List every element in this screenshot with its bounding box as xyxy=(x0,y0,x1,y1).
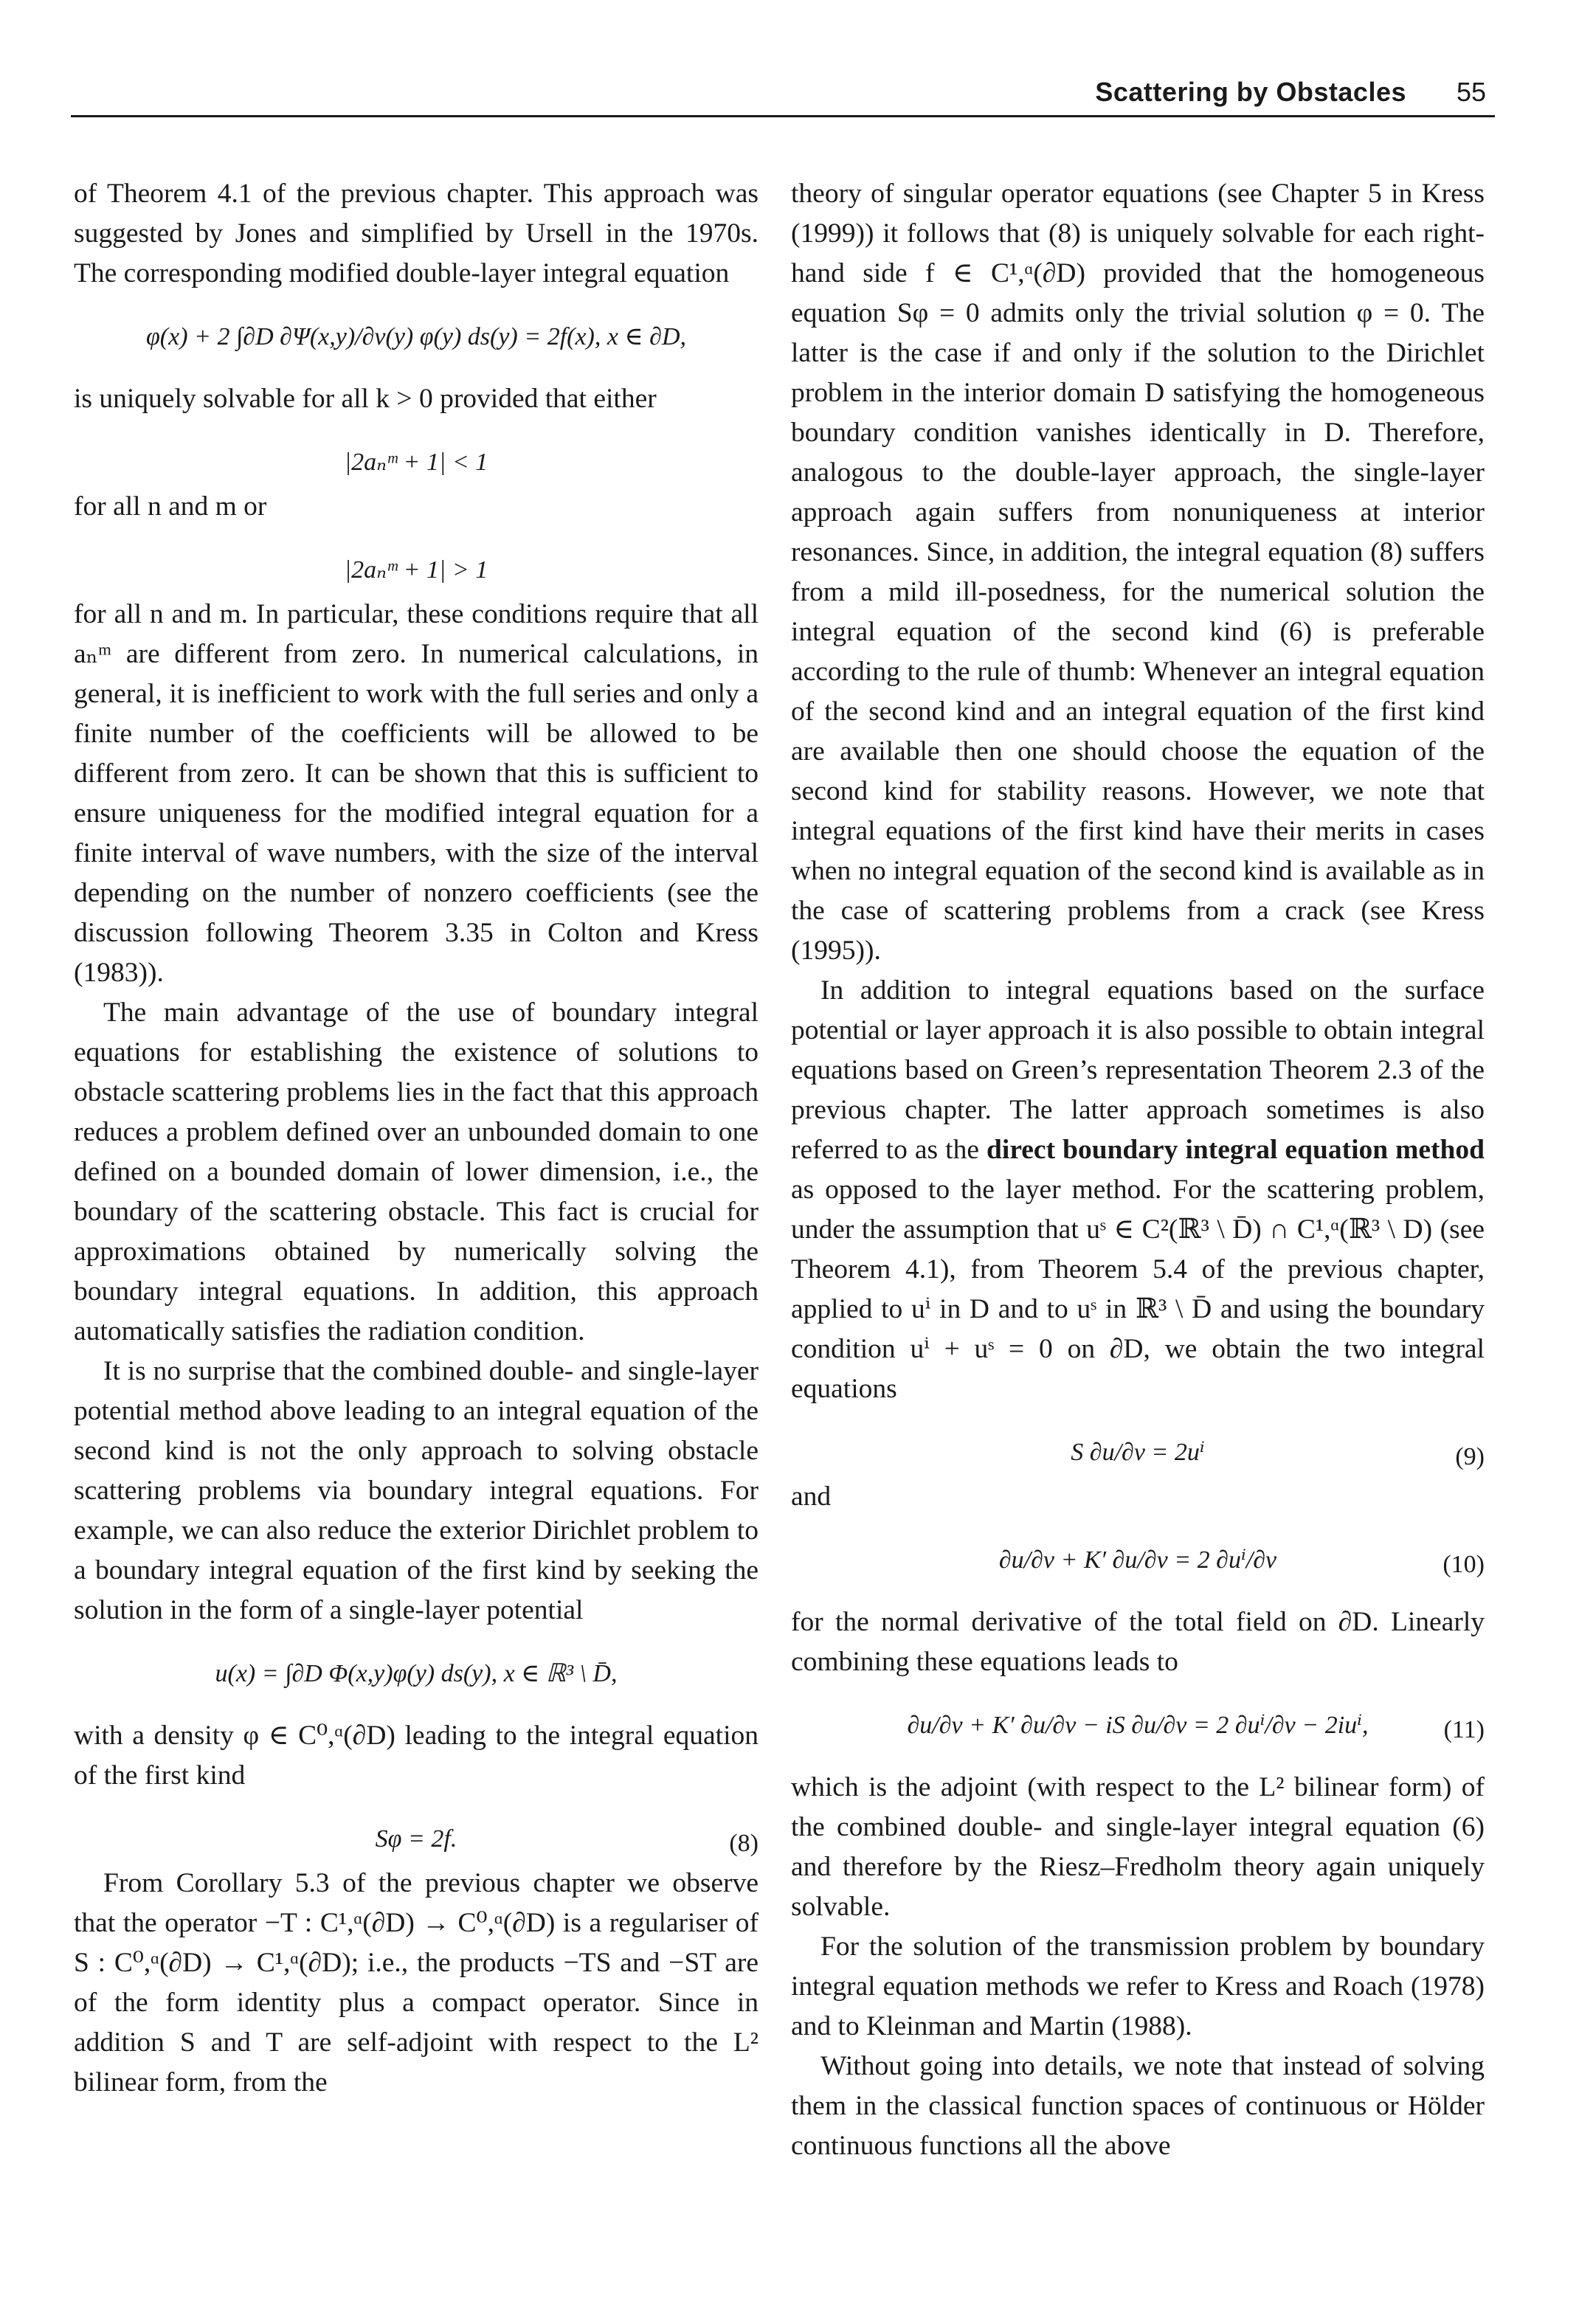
equation-number: (10) xyxy=(1442,1551,1485,1578)
paragraph: For the solution of the transmission problem by boundary integral equation methods we refer to Kress and Roach (1978) and to Kleinman and Martin (1988). xyxy=(791,1932,1485,2041)
running-header xyxy=(71,74,1495,117)
equation-11 xyxy=(791,1690,1485,1760)
paragraph: It is no surprise that the combined double- and single-layer potential method above leading to an integral equation of the second kind is not the only approach to solving obstacle scattering problems via boundary integral equations. For example, we can also reduce the exterior Dirichlet problem to a boundary integral equation of the first kind by seeking the solution in the form of a single-layer potential xyxy=(74,1356,759,1625)
paragraph: is uniquely solvable for all k > 0 provided that either xyxy=(74,384,657,414)
equation-single-layer xyxy=(74,1638,759,1709)
left-column xyxy=(74,174,759,2103)
equation-condition-2 xyxy=(74,534,759,587)
equation-number: (11) xyxy=(1443,1716,1485,1743)
paragraph: with a density φ ∈ C⁰,ᵅ(∂D) leading to the integral equation of the first kind xyxy=(74,1720,759,1791)
equation-8 xyxy=(74,1803,759,1856)
paragraph: which is the adjoint (with respect to the L² bilinear form) of the combined double- and single-layer integral equation (6) and therefore by the Riesz–Fredholm theory again uniquely solvable. xyxy=(791,1772,1485,1922)
paragraph: theory of singular operator equations (see Chapter 5 in Kress (1999)) it follows that (8) is uniquely solvable for each right-hand side f ∈ C¹,ᵅ(∂D) provided that the homogeneous equation Sφ = 0 admits only the trivial solution φ = 0. The latter is the case if and only if the solution to the Dirichlet problem in the interior domain D satisfying the homogeneous boundary condition vanishes identically in D. Therefore, analogous to the double-layer approach, the single-layer approach again suffers from nonuniqueness at interior resonances. Since, in addition, the integral equation (8) suffers from a mild ill-posedness, for the numerical solution the integral equation of the second kind (6) is preferable according to the rule of thumb: Whenever an integral equation of the second kind and an integral equation of the first kind are available then one should choose the equation of the second kind for stability reasons. However, we note that integral equations of the first kind have their merits in cases when no integral equation of the second kind is available as in the case of scattering problems from a crack (see Kress (1995)). xyxy=(791,179,1485,966)
bold-term: direct boundary integral equation method xyxy=(987,1135,1485,1165)
right-column xyxy=(791,174,1485,2166)
equation-double-layer xyxy=(74,301,759,372)
equation-9 xyxy=(791,1417,1485,1470)
paragraph: for the normal derivative of the total field on ∂D. Linearly combining these equations leads to xyxy=(791,1607,1485,1677)
equation-number: (9) xyxy=(1455,1443,1485,1470)
paragraph: of Theorem 4.1 of the previous chapter. This approach was suggested by Jones and simplified by Ursell in the 1970s. The corresponding modified double-layer integral equation xyxy=(74,179,759,288)
page-number: 55 xyxy=(1456,77,1486,107)
paragraph xyxy=(791,971,1485,1409)
text-run: In addition to integral equations based on the surface potential or layer approach it is also possible to obtain integral equations based on Green’s representation Theorem 2.3 of the previous chapter. The latter approach sometimes is also referred to as the xyxy=(791,975,1485,1165)
text-run: as opposed to the layer method. For the scattering problem, under the assumption that uˢ ∈ C²(ℝ³ \ D̄) ∩ C¹,ᵅ(ℝ³ \ D) (see Theorem 4.1), from Theorem 5.4 of the previous chapter, applied to uⁱ in D and to uˢ in ℝ³ \ D̄ and using the boundary condition uⁱ + uˢ = 0 on ∂D, we obtain the two integral equations xyxy=(791,1175,1485,1404)
equation-body: Sφ = 2f. xyxy=(375,1825,457,1853)
paragraph: The main advantage of the use of boundary integral equations for establishing the existence of solutions to obstacle scattering problems lies in the fact that this approach reduces a problem defined over an unbounded domain to one defined on a bounded domain of lower dimension, i.e., the boundary of the scattering obstacle. This fact is crucial for approximations obtained by numerically solving the boundary integral equations. In addition, this approach automatically satisfies the radiation condition. xyxy=(74,997,759,1346)
paragraph: for all n and m or xyxy=(74,491,267,522)
equation-body: ∂u/∂ν + K′ ∂u/∂ν = 2 ∂uⁱ/∂ν xyxy=(998,1546,1277,1574)
equation-body: |2aₙᵐ + 1| < 1 xyxy=(344,449,488,476)
equation-body: φ(x) + 2 ∫∂D ∂Ψ(x,y)/∂ν(y) φ(y) ds(y) = 2f(x), x ∈ ∂D, xyxy=(145,323,686,350)
paragraph: From Corollary 5.3 of the previous chapter we observe that the operator −T : C¹,ᵅ(∂D) → C⁰,ᵅ(∂D) is a regulariser of S : C⁰,ᵅ(∂D) → C¹,ᵅ(∂D); i.e., the products −TS and −ST are of the form identity plus a compact operator. Since in addition S and T are self-adjoint with respect to the L² bilinear form, from the xyxy=(74,1868,759,2098)
equation-body: ∂u/∂ν + K′ ∂u/∂ν − iS ∂u/∂ν = 2 ∂uⁱ/∂ν − 2iuⁱ, xyxy=(907,1712,1369,1739)
running-title: Scattering by Obstacles xyxy=(1095,77,1406,107)
equation-number: (8) xyxy=(729,1830,759,1857)
paragraph: and xyxy=(791,1481,832,1512)
paragraph: Without going into details, we note that instead of solving them in the classical function spaces of continuous or Hölder continuous functions all the above xyxy=(791,2051,1485,2161)
equation-body: u(x) = ∫∂D Φ(x,y)φ(y) ds(y), x ∈ ℝ³ \ D̄, xyxy=(215,1660,618,1687)
equation-10 xyxy=(791,1524,1485,1595)
equation-condition-1 xyxy=(74,426,759,480)
equation-body: |2aₙᵐ + 1| > 1 xyxy=(344,556,488,584)
equation-body: S ∂u/∂ν = 2uⁱ xyxy=(1071,1439,1205,1466)
paragraph: for all n and m. In particular, these conditions require that all aₙᵐ are different from zero. In numerical calculations, in general, it is inefficient to work with the full series and only a finite number of the coefficients will be allowed to be different from zero. It can be shown that this is sufficient to ensure uniqueness for the modified integral equation for a finite interval of wave numbers, with the size of the interval depending on the number of nonzero coefficients (see the discussion following Theorem 3.35 in Colton and Kress (1983)). xyxy=(74,599,759,988)
